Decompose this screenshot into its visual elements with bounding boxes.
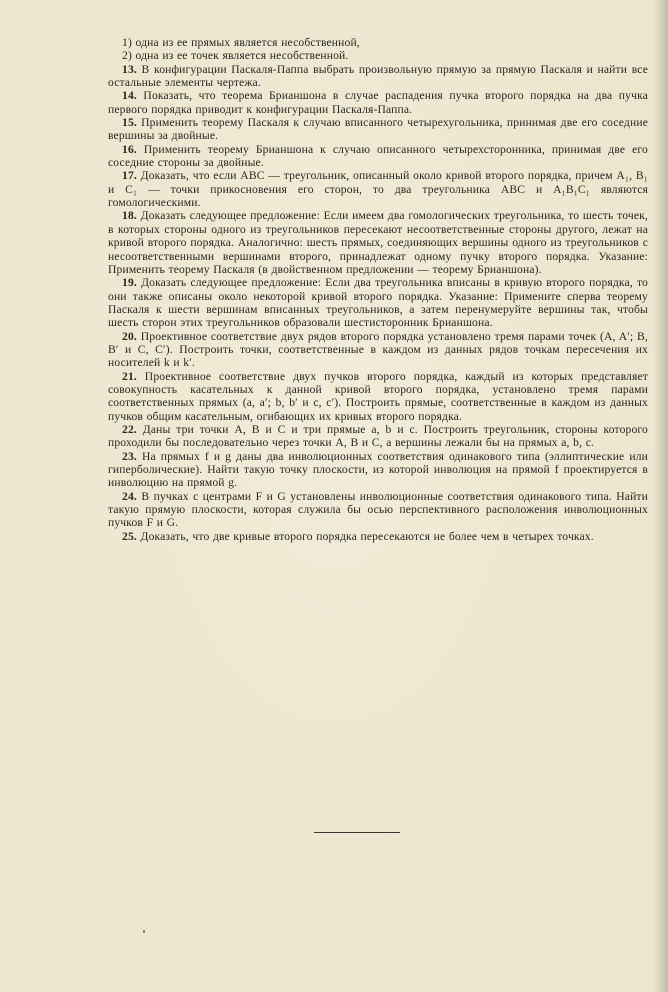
problem-text: Доказать следующее предложение: Если имеем два гомологических треугольника, то шесть точек, в которых стороны одного из треугольников пересекают несоответственные стороны другого, лежат на кривой второго порядка. Аналогично: шесть прямых, соединяющих вершины одного из треугольников с несоответственными вершинами второго, принадлежат одному пучку второго порядка. Указание: Применить теорему Паскаля (в двойственном предложении — теорему Брианшона). (108, 209, 648, 276)
list-item (108, 36, 648, 49)
problem-21 (108, 370, 648, 423)
problem-number: 14. (122, 89, 137, 103)
problem-16 (108, 143, 648, 170)
problem-number: 17. (122, 169, 137, 183)
print-speck (143, 930, 145, 933)
problem-text: В конфигурации Паскаля-Паппа выбрать произвольную прямую за прямую Паскаля и найти все остальные элементы чертежа. (108, 62, 648, 90)
problem-text: В пучках с центрами F и G установлены инволюционные соответствия одинакового типа. Найти такую прямую плоскости, которая служила бы осью перспективного расположения инволюционных пучков F и G. (108, 489, 648, 530)
problem-13 (108, 63, 648, 90)
problem-14 (108, 89, 648, 116)
problem-text: Проективное соответствие двух пучков второго порядка, каждый из которых представляет совокупность касательных к данной кривой второго порядка, установлено тремя парами соответственных прямых (a, a′; b, b′ и c, c′). Построить прямые, соответственные в каждом из данных пучков общим касательным, огибающих их кривых второго порядка. (108, 369, 648, 423)
problem-number: 20. (122, 329, 137, 343)
problem-24 (108, 490, 648, 530)
problem-text: Применить теорему Брианшона к случаю описанного четырехсторонника, принимая две его соседние стороны за двойные. (108, 142, 648, 170)
problem-text: Доказать, что если ABC — треугольник, описанный около кривой второго порядка, причем A₁, B₁ и C₁ — точки прикосновения его сторон, то два треугольника ABC и A₁B₁C₁ являются гомологическими. (108, 169, 648, 210)
problem-20 (108, 330, 648, 370)
problem-number: 21. (122, 369, 137, 383)
problem-17 (108, 169, 648, 209)
problem-22 (108, 423, 648, 450)
problem-number: 24. (122, 489, 137, 503)
problem-number: 15. (122, 116, 137, 130)
problem-text: Проективное соответствие двух рядов второго порядка установлено тремя парами точек (A, A′; B, B′ и C, C′). Построить точки, соответственные в каждом из данных рядов точкам пересечения их носителей k и k′. (108, 329, 648, 370)
list-item (108, 49, 648, 62)
problem-text: Показать, что теорема Брианшона в случае распадения пучка второго порядка на два пучка первого порядка приводит к конфигурации Паскаля-Паппа. (108, 89, 648, 116)
problem-text: Доказать, что две кривые второго порядка пересекаются не более чем в четырех точках. (140, 529, 594, 543)
problem-number: 19. (122, 276, 137, 290)
problem-19 (108, 276, 648, 329)
problem-list (108, 36, 648, 543)
problem-23 (108, 450, 648, 490)
problem-number: 23. (122, 449, 137, 463)
problem-text: Применить теорему Паскаля к случаю вписанного четырехугольника, принимая две его соседние вершины за двойные. (108, 116, 648, 143)
section-divider (314, 832, 400, 833)
problem-number: 13. (122, 62, 137, 76)
problem-number: 16. (122, 142, 137, 156)
problem-number: 25. (122, 529, 137, 543)
problem-text: На прямых f и g даны два инволюционных соответствия одинакового типа (эллиптические или гиперболические). Найти такую точку плоскости, из которой инволюция на прямой f проектируется в инволюцию на прямой g. (108, 449, 648, 490)
problem-18 (108, 209, 648, 276)
problem-text: 2) одна из ее точек является несобственной. (122, 49, 349, 63)
problem-text: 1) одна из ее прямых является несобственной, (122, 36, 360, 49)
problem-15 (108, 116, 648, 143)
problem-text: Доказать следующее предложение: Если два треугольника вписаны в кривую второго порядка, то они также описаны около некоторой кривой второго порядка. Указание: Примените сперва теорему Паскаля к шести вершинам вписанных треугольников, а затем перенумеруйте вершины так, чтобы шесть сторон этих треугольников образовали шестисторонник Брианшона. (108, 276, 648, 330)
problem-25 (108, 530, 648, 543)
problem-number: 18. (122, 209, 137, 223)
problem-text: Даны три точки A, B и C и три прямые a, b и c. Построить треугольник, стороны которого проходили бы последовательно через точки A, B и C, а вершины лежали бы на прямых a, b, c. (108, 422, 648, 450)
problem-number: 22. (122, 422, 137, 436)
